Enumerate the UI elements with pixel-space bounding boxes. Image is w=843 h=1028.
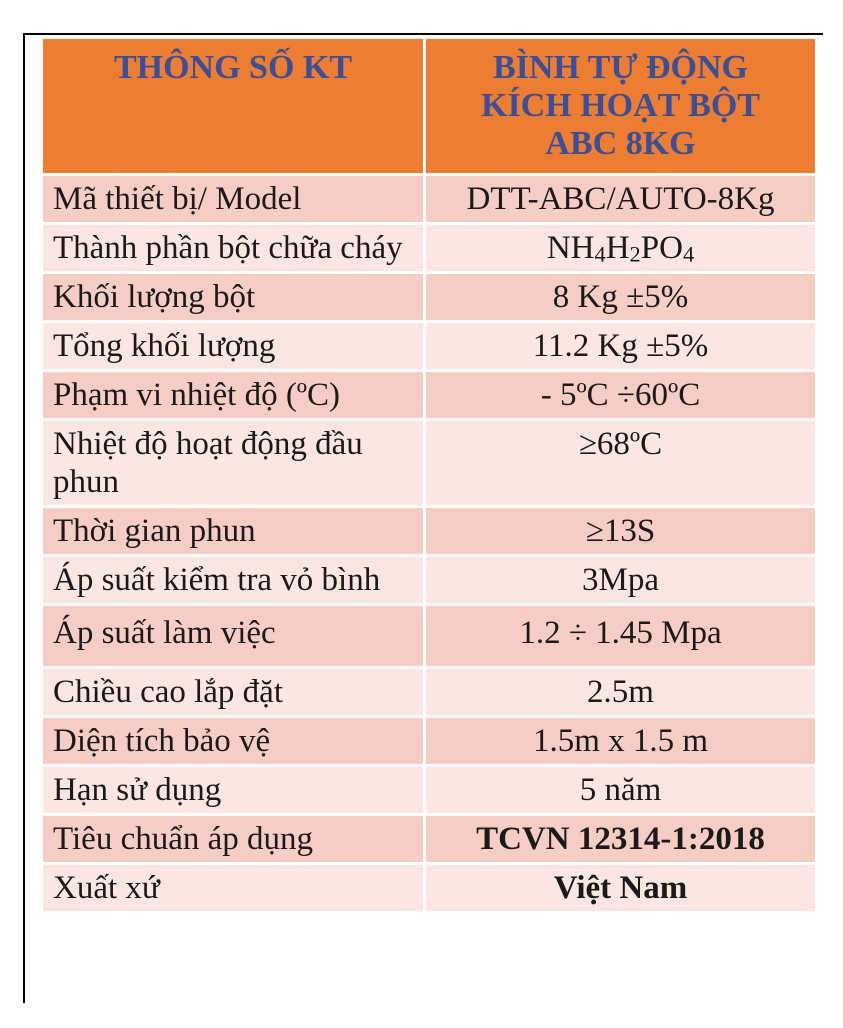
row-label: Áp suất làm việc	[43, 606, 423, 666]
document-frame	[23, 33, 823, 1003]
row-value: ≥68ºC	[426, 421, 815, 505]
row-label: Chiều cao lắp đặt	[43, 669, 423, 715]
table-header-row	[43, 39, 815, 173]
row-value: TCVN 12314-1:2018	[426, 816, 815, 862]
table-row-origin	[43, 865, 815, 911]
table-row-spray-time	[43, 508, 815, 554]
row-value: 3Mpa	[426, 557, 815, 603]
table-row-model	[43, 176, 815, 222]
formula-part: PO	[640, 230, 683, 266]
row-value: 2.5m	[426, 669, 815, 715]
table-row-powder-composition	[43, 225, 815, 271]
formula-part: NH	[546, 230, 595, 266]
header-product-line: KÍCH HOẠT BỘT	[481, 87, 760, 124]
row-label: Phạm vi nhiệt độ (ºC)	[43, 372, 423, 418]
row-label: Thời gian phun	[43, 508, 423, 554]
frame-border-top	[23, 33, 823, 35]
row-value: ≥13S	[426, 508, 815, 554]
table-row-powder-weight	[43, 274, 815, 320]
formula-subscript: 2	[629, 241, 641, 267]
row-label: Thành phần bột chữa cháy	[43, 225, 423, 271]
frame-border-left	[23, 33, 25, 1003]
table-row-service-life	[43, 767, 815, 813]
formula-subscript: 4	[594, 241, 606, 267]
header-spec-label: THÔNG SỐ KT	[43, 39, 423, 173]
table-row-standard	[43, 816, 815, 862]
table-row-installation-height	[43, 669, 815, 715]
row-value: Việt Nam	[426, 865, 815, 911]
row-label: Diện tích bảo vệ	[43, 718, 423, 764]
table-row-protected-area	[43, 718, 815, 764]
row-value: DTT-ABC/AUTO-8Kg	[426, 176, 815, 222]
row-value: 11.2 Kg ±5%	[426, 323, 815, 369]
header-product-name	[426, 39, 815, 173]
formula-subscript: 4	[682, 241, 695, 267]
row-label: Mã thiết bị/ Model	[43, 176, 423, 222]
row-label: Tổng khối lượng	[43, 323, 423, 369]
row-value: - 5ºC ÷60ºC	[426, 372, 815, 418]
row-value: 1.2 ÷ 1.45 Mpa	[426, 606, 815, 666]
row-label: Áp suất kiểm tra vỏ bình	[43, 557, 423, 603]
row-value-formula	[426, 225, 815, 271]
row-value: 5 năm	[426, 767, 815, 813]
row-label: Khối lượng bột	[43, 274, 423, 320]
header-product-line: ABC 8KG	[545, 125, 696, 162]
header-product-line: BÌNH TỰ ĐỘNG	[492, 49, 749, 86]
table-row-test-pressure	[43, 557, 815, 603]
formula-part: H	[605, 230, 630, 266]
row-label: Tiêu chuẩn áp dụng	[43, 816, 423, 862]
row-label: Hạn sử dụng	[43, 767, 423, 813]
row-label: Nhiệt độ hoạt động đầu phun	[43, 421, 423, 505]
table-row-activation-temperature	[43, 421, 815, 505]
row-value: 1.5m x 1.5 m	[426, 718, 815, 764]
table-row-total-weight	[43, 323, 815, 369]
row-label: Xuất xứ	[43, 865, 423, 911]
table-row-working-pressure	[43, 606, 815, 666]
row-value: 8 Kg ±5%	[426, 274, 815, 320]
spec-table	[40, 36, 818, 914]
table-row-temperature-range	[43, 372, 815, 418]
